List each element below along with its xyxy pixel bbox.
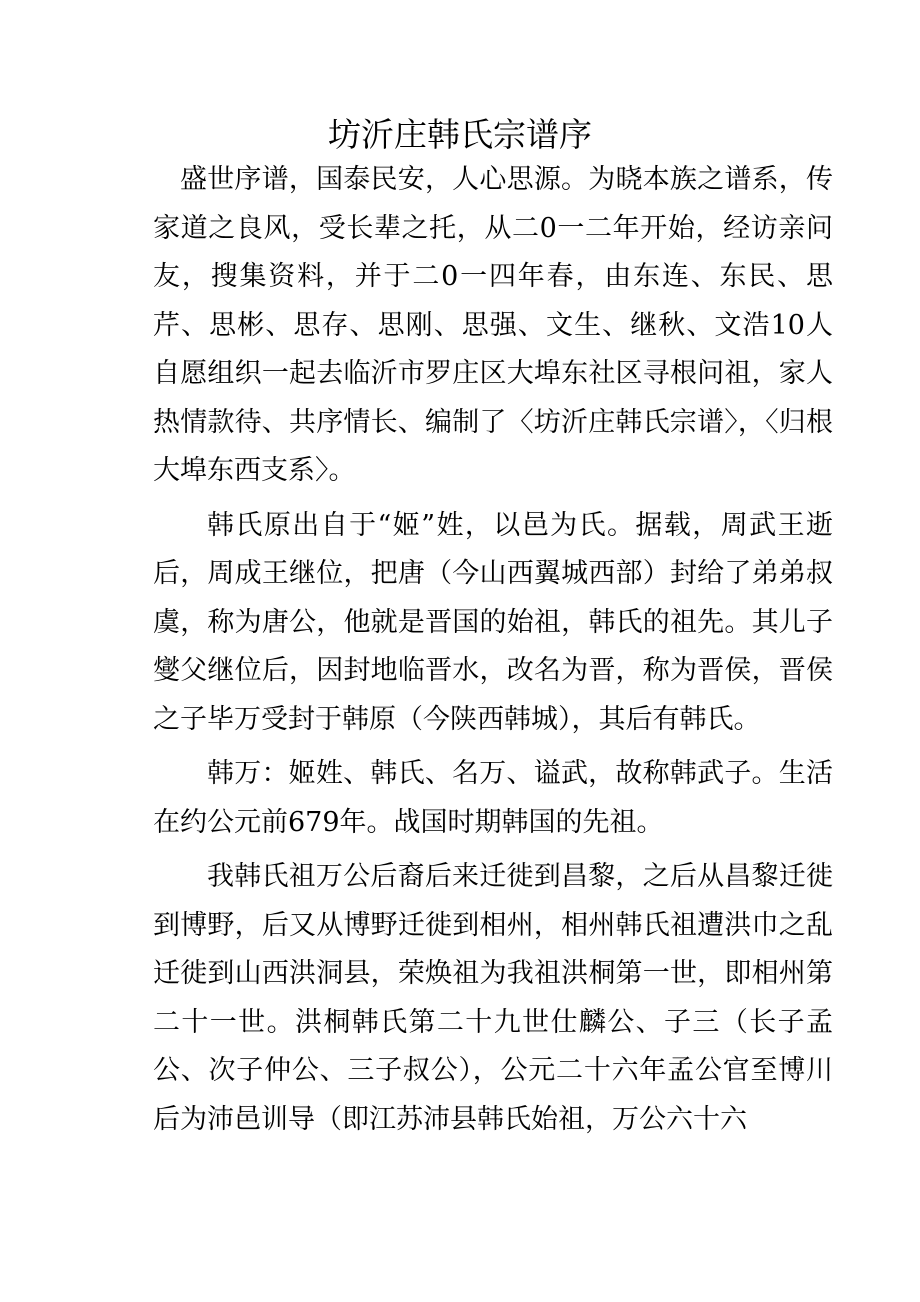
document-body bbox=[153, 156, 833, 1150]
paragraph-origin: 韩氏原出自于“姬”姓，以邑为氏。据载，周武王逝后，周成王继位，把唐（今山西翼城西部）封给了弟弟叔虞，称为唐公，他就是晋国的始祖，韩氏的祖先。其儿子燮父继位后，因封地临晋水，改名为晋，称为晋侯，晋侯之子毕万受封于韩原（今陕西韩城），其后有韩氏。 bbox=[153, 509, 833, 735]
paragraph-migration: 我韩氏祖万公后裔后来迁徙到昌黎，之后从昌黎迁徙到博野，后又从博野迁徙到相州，相州韩氏祖遭洪巾之乱迁徙到山西洪洞县，荣焕祖为我祖洪桐第一世，即相州第二十一世。洪桐韩氏第二十九世仕麟公、子三（长子孟公、次子仲公、三子叔公），公元二十六年孟公官至博川后为沛邑训导（即江苏沛县韩氏始祖，万公六十六 bbox=[153, 861, 833, 1135]
paragraph-preface: 盛世序谱，国泰民安，人心思源。为晓本族之谱系，传家道之良风，受长辈之托，从二0一二年开始，经访亲问友，搜集资料，并于二0一四年春，由东连、东民、思芹、思彬、思存、思刚、思强、文生、继秋、文浩10人自愿组织一起去临沂市罗庄区大埠东社区寻根问祖，家人热情款待、共序情长、编制了〈坊沂庄韩氏宗谱〉，〈归根大埠东西支系〉。 bbox=[153, 164, 833, 486]
document-title: 坊沂庄韩氏宗谱序 bbox=[328, 115, 592, 154]
paragraph-han-wan: 韩万：姬姓、韩氏、名万、谥武，故称韩武子。生活在约公元前679年。战国时期韩国的先祖。 bbox=[153, 758, 833, 838]
